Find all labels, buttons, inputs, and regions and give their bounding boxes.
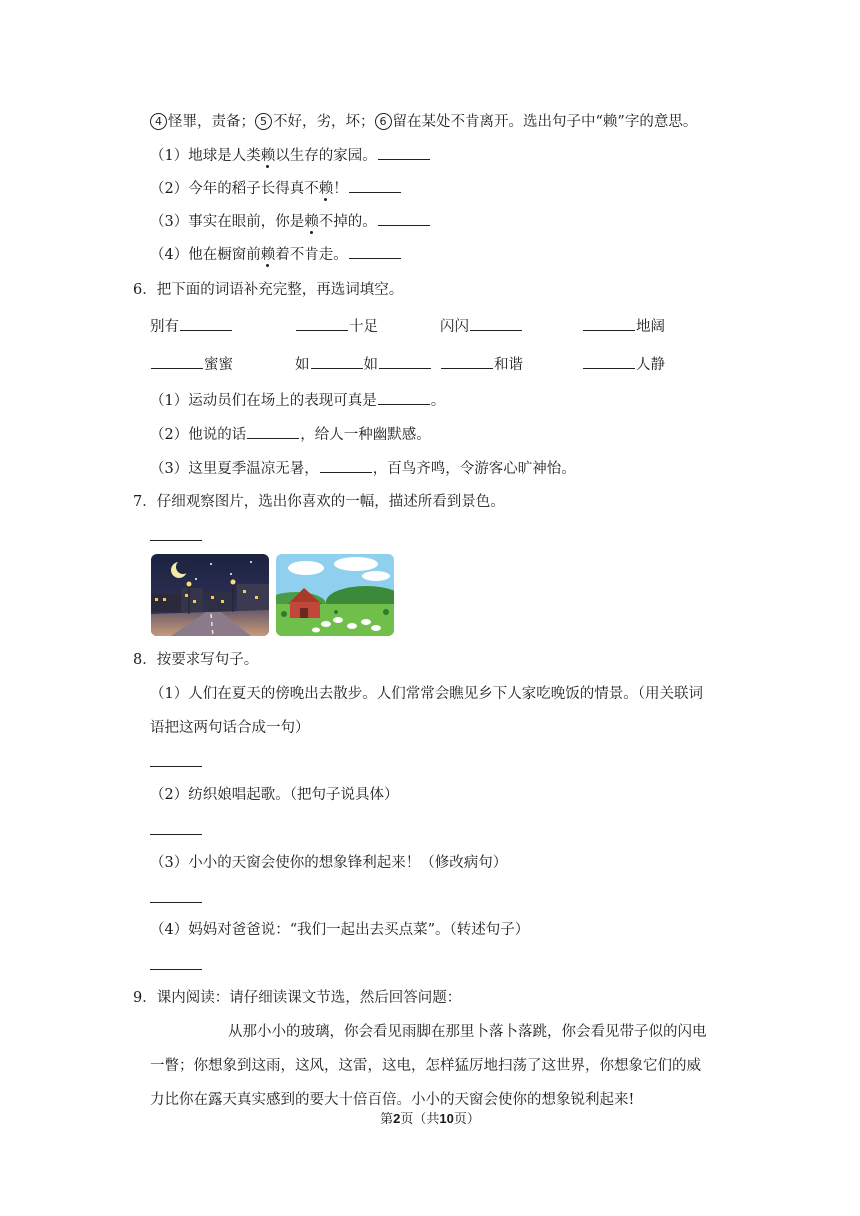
answer-blank[interactable] <box>349 178 401 193</box>
q5-item-3-pre: （3）事实在眼前，你是 <box>150 214 305 230</box>
word-pre: 如 <box>295 357 310 373</box>
word-blank[interactable] <box>311 354 363 369</box>
word-blank[interactable] <box>583 316 635 331</box>
word-blank[interactable] <box>583 354 635 369</box>
q6-word-6 <box>295 354 432 375</box>
night-street-image[interactable] <box>151 554 269 636</box>
footer-post: 页） <box>453 1112 480 1127</box>
q5-item-2-key: 赖 <box>318 181 334 197</box>
word-blank[interactable] <box>441 354 493 369</box>
q6-word-4 <box>582 316 665 337</box>
q6-word-7 <box>440 354 523 375</box>
q8-item-4: （4）妈妈对爸爸说：“我们一起出去买点菜”。（转述句子） <box>150 922 530 938</box>
word-pre: 别有 <box>150 319 179 335</box>
page-footer <box>0 1110 860 1129</box>
q8-item-3: （3）小小的天窗会使你的想象锋利起来！（修改病句） <box>150 855 508 871</box>
answer-blank[interactable] <box>320 458 372 473</box>
total-pages: 10 <box>439 1111 454 1126</box>
q5-item-3-post: 不掉的。 <box>318 214 377 230</box>
farm-meadow-illustration <box>276 554 394 636</box>
word-blank[interactable] <box>470 316 522 331</box>
word-pre: 闪闪 <box>440 319 469 335</box>
answer-blank[interactable] <box>378 390 430 405</box>
q9-passage-line-2: 一瞥；你想象到这雨，这风，这雷，这电，怎样猛厉地扫荡了这世界，你想象它们的威 <box>150 1058 701 1074</box>
answer-blank[interactable] <box>247 424 299 439</box>
q9-passage-line-1: 从那小小的玻璃，你会看见雨脚在那里卜落卜落跳，你会看见带子似的闪电 <box>228 1024 707 1040</box>
q6-word-1 <box>150 316 233 337</box>
meaning-4: 怪罪，责备； <box>168 114 255 130</box>
q5-item-2 <box>150 178 402 199</box>
word-post: 蜜蜜 <box>204 357 233 373</box>
q8-answer-line-4[interactable] <box>150 969 202 970</box>
q6-sentence-2 <box>150 424 431 445</box>
q5-item-2-pre: （2）今年的稻子长得真不 <box>150 181 319 197</box>
q7-answer-line[interactable] <box>150 540 202 541</box>
answer-blank[interactable] <box>349 244 401 259</box>
q8-title: 8．按要求写句子。 <box>133 652 259 668</box>
q5-item-3-key: 赖 <box>304 214 319 230</box>
q5-item-4-pre: （4）他在橱窗前 <box>150 247 261 263</box>
q5-item-1 <box>150 145 431 166</box>
q5-item-2-post: ！ <box>333 181 348 197</box>
q6-word-8 <box>582 354 665 375</box>
word-mid: 如 <box>363 357 378 373</box>
word-blank[interactable] <box>379 354 431 369</box>
q6-word-2 <box>295 316 378 337</box>
q6-title: 6．把下面的词语补充完整，再选词填空。 <box>133 282 404 298</box>
q8-answer-line-1[interactable] <box>150 766 202 767</box>
farm-meadow-image[interactable] <box>276 554 394 636</box>
word-post: 和谐 <box>494 357 523 373</box>
word-blank[interactable] <box>151 354 203 369</box>
meaning-6: 留在某处不肯离开。选出句子中“赖”字的意思。 <box>392 114 698 130</box>
q5-item-1-post: 以生存的家园。 <box>275 148 377 164</box>
q8-answer-line-2[interactable] <box>150 834 202 835</box>
word-post: 地阔 <box>636 319 665 335</box>
q6-word-3 <box>440 316 523 337</box>
q7-title: 7．仔细观察图片，选出你喜欢的一幅，描述所看到景色。 <box>133 494 505 510</box>
word-post: 十足 <box>349 319 378 335</box>
night-street-illustration <box>151 554 269 636</box>
circled-5: 5 <box>255 113 272 130</box>
q5-item-4-post: 着不肯走。 <box>275 247 348 263</box>
q6-sentence-1 <box>150 390 445 411</box>
sentence-pre: （1）运动员们在场上的表现可真是 <box>150 393 377 409</box>
answer-blank[interactable] <box>378 211 430 226</box>
q8-item-1-line-2: 语把这两句话合成一句） <box>150 720 310 736</box>
sentence-post: ，百鸟齐鸣，令游客心旷神怡。 <box>372 461 576 477</box>
q9-passage-line-3: 力比你在露天真实感到的要大十倍百倍。小小的天窗会使你的想象锐利起来! <box>150 1092 635 1108</box>
q5-item-3 <box>150 211 431 232</box>
q8-answer-line-3[interactable] <box>150 902 202 903</box>
q5-item-4 <box>150 244 402 265</box>
sentence-pre: （2）他说的话 <box>150 427 247 443</box>
q5-item-1-pre: （1）地球是人类 <box>150 148 261 164</box>
word-blank[interactable] <box>180 316 232 331</box>
answer-blank[interactable] <box>378 145 430 160</box>
word-post: 人静 <box>636 357 665 373</box>
footer-mid: 页（共 <box>400 1112 440 1127</box>
q9-title: 9．课内阅读：请仔细读课文节选，然后回答问题： <box>133 990 462 1006</box>
circled-6: 6 <box>375 113 392 130</box>
circled-4: 4 <box>150 113 167 130</box>
sentence-pre: （3）这里夏季温凉无暑， <box>150 461 319 477</box>
word-blank[interactable] <box>296 316 348 331</box>
q8-item-1-line-1: （1）人们在夏天的傍晚出去散步。人们常常会瞧见乡下人家吃晚饭的情景。（用关联词 <box>150 686 703 702</box>
sentence-post: 。 <box>430 393 446 409</box>
q5-item-1-key: 赖 <box>260 148 276 164</box>
footer-pre: 第 <box>380 1112 394 1127</box>
page-number: 2 <box>393 1111 401 1126</box>
meaning-5: 不好，劣，坏； <box>273 114 375 130</box>
q5-meanings <box>150 112 697 132</box>
q5-item-4-key: 赖 <box>260 247 276 263</box>
q6-sentence-3 <box>150 458 576 479</box>
q8-item-2: （2）纺织娘唱起歌。（把句子说具体） <box>150 787 399 803</box>
sentence-post: ，给人一种幽默感。 <box>300 427 431 443</box>
q6-word-5 <box>150 354 233 375</box>
